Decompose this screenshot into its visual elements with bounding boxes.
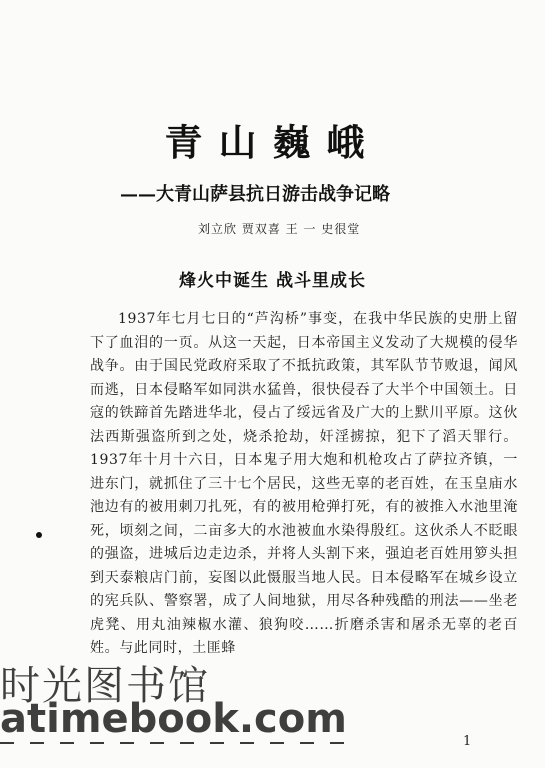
document-title: 青山巍峨: [164, 120, 381, 164]
watermark-chinese: 时光图书馆: [0, 663, 210, 709]
margin-mark: [36, 532, 42, 538]
watermark-url: atimebook.com: [0, 696, 347, 742]
document-subtitle: ——大青山萨县抗日游击战争记略: [120, 184, 390, 205]
body-text: [90, 308, 518, 661]
section-heading: 烽火中诞生 战斗里成长: [179, 271, 366, 291]
page-number: 1: [463, 734, 472, 749]
author-line: 刘立欣 贾双喜 王 一 史很堂: [198, 222, 361, 236]
watermark-dashes: [0, 742, 360, 744]
body-paragraph: 1937年七月七日的“芦沟桥”事变，在我中华民族的史册上留下了血泪的一页。从这一天起，日本帝国主义发动了大规模的侵华战争。由于国民党政府采取了不抵抗政策，其军队节节败退，闻风而逃，日本侵略军如同洪水猛兽，很快侵吞了大半个中国领土。日寇的铁蹄首先踏进华北，侵占了绥远省及广大的上默川平原。这伙法西斯强盗所到之处，烧杀抢劫，奸淫掳掠，犯下了滔天罪行。1937年十月十六日，日本鬼子用大炮和机枪攻占了萨拉齐镇，一进东门，就抓住了三十七个居民，这些无辜的老百姓，在玉皇庙水池边有的被用刺刀扎死，有的被用枪弹打死，有的被推入水池里淹死，顷刻之间，二亩多大的水池被血水染得殷红。这伙杀人不眨眼的强盗，进城后边走边杀，并将人头割下来，强迫老百姓用箩头担到天泰粮店门前，妄图以此慑服当地人民。日本侵略军在城乡设立的宪兵队、警察署，成了人间地狱，用尽各种残酷的刑法——坐老虎凳、用丸油辣椒水灌、狼狗咬……折磨杀害和屠杀无辜的老百姓。与此同时，土匪蜂: [90, 311, 518, 656]
